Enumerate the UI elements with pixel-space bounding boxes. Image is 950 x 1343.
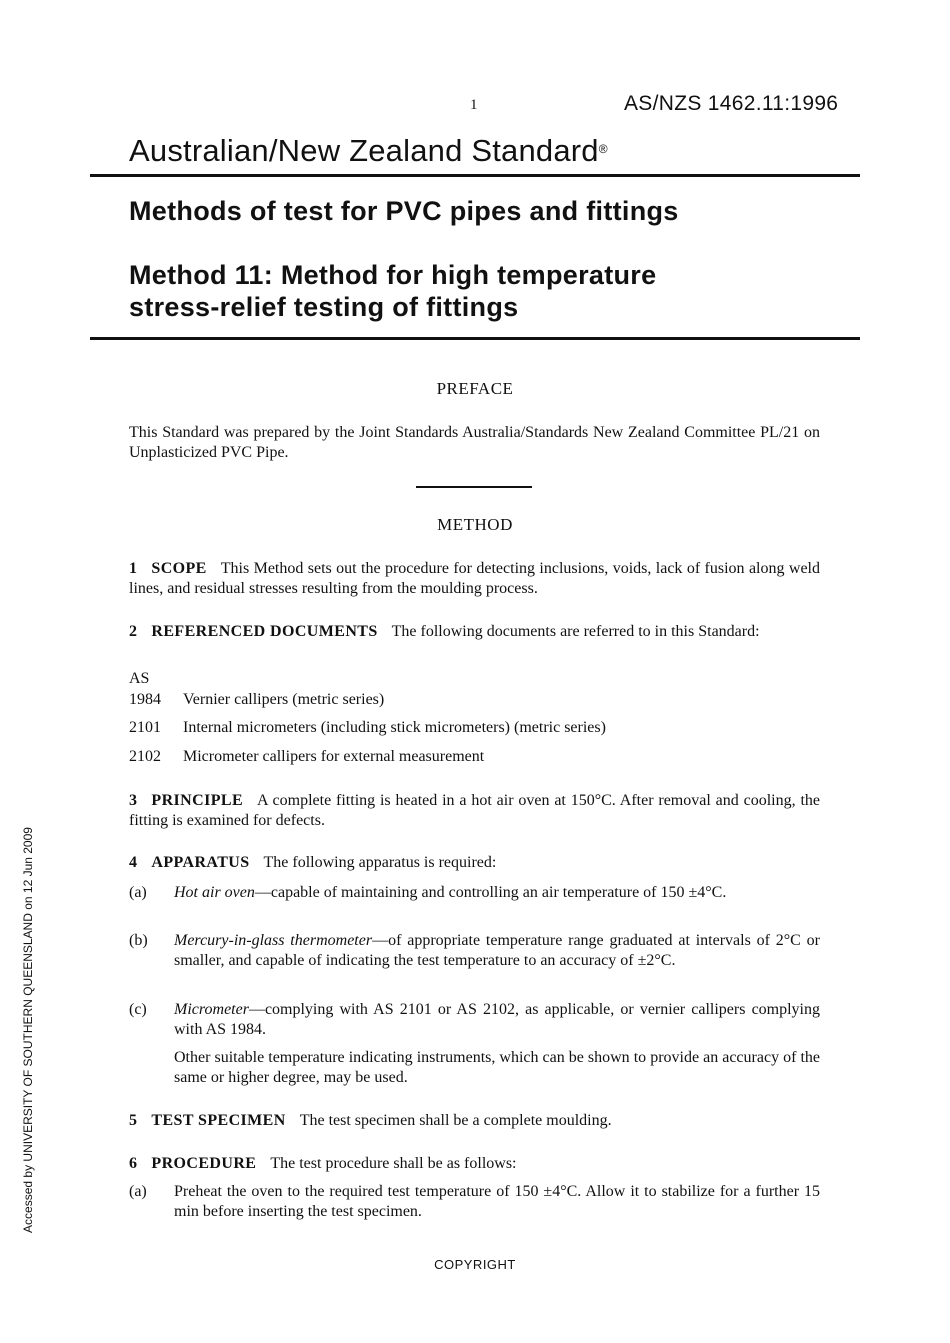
specimen-clause — [129, 1111, 820, 1131]
reference-group-label: AS — [129, 670, 150, 687]
apparatus-number: 4 — [129, 854, 138, 871]
page-number: 1 — [470, 97, 478, 113]
reference-code: 2101 — [129, 719, 161, 736]
reference-item — [129, 719, 606, 737]
item-label: (a) — [129, 884, 147, 901]
reference-item — [129, 691, 384, 709]
specimen-title: TEST SPECIMEN — [151, 1112, 286, 1129]
copyright-footer: COPYRIGHT — [434, 1257, 516, 1272]
scope-number: 1 — [129, 560, 138, 577]
preface-text: This Standard was prepared by the Joint Standards Australia/Standards New Zealand Committee PL/21 on Unplasticized PVC Pipe. — [129, 424, 820, 461]
item-term: Micrometer — [174, 1001, 249, 1018]
principle-title: PRINCIPLE — [151, 792, 244, 809]
item-term: Mercury-in-glass thermometer — [174, 932, 373, 949]
registered-mark: ® — [598, 142, 608, 156]
apparatus-clause — [129, 853, 820, 873]
reference-title: Internal micrometers (including stick micrometers) (metric series) — [183, 719, 606, 736]
reference-title: Vernier callipers (metric series) — [183, 691, 385, 708]
reference-item — [129, 748, 484, 766]
reference-title: Micrometer callipers for external measurement — [183, 748, 485, 765]
scope-clause — [129, 559, 820, 599]
referenced-number: 2 — [129, 623, 138, 640]
item-text: Preheat the oven to the required test temperature of 150 ±4°C. Allow it to stabilize for a further 15 min before inserting the test specimen. — [174, 1183, 820, 1220]
item-label: (b) — [129, 932, 148, 949]
method-heading: METHOD — [437, 515, 513, 534]
item-text: —complying with AS 2101 or AS 2102, as applicable, or vernier callipers complying with AS 1984. — [174, 1001, 820, 1038]
header-rule-top — [90, 174, 860, 177]
apparatus-item-thermometer — [129, 931, 820, 971]
procedure-number: 6 — [129, 1155, 138, 1172]
specimen-text: The test specimen shall be a complete moulding. — [299, 1112, 612, 1129]
apparatus-note — [129, 1048, 820, 1088]
principle-text: A complete fitting is heated in a hot air oven at 150°C. After removal and cooling, the fitting is examined for defects. — [129, 792, 820, 829]
item-text: —of appropriate temperature range graduated at intervals of 2°C or smaller, and capable of indicating the test temperature to an accuracy of ±2°C. — [174, 932, 821, 969]
method-title — [129, 259, 656, 323]
item-label: (a) — [129, 1183, 147, 1200]
item-label: (c) — [129, 1001, 147, 1018]
scope-text: This Method sets out the procedure for detecting inclusions, voids, lack of fusion along weld lines, and residual stresses resulting from the moulding process. — [129, 560, 820, 597]
principle-number: 3 — [129, 792, 138, 809]
referenced-text: The following documents are referred to in this Standard: — [391, 623, 760, 640]
main-title: Methods of test for PVC pipes and fittings — [129, 196, 679, 226]
procedure-item-preheat — [129, 1182, 820, 1222]
procedure-title: PROCEDURE — [151, 1155, 257, 1172]
header-rule-bottom — [90, 337, 860, 340]
section-divider — [416, 486, 532, 488]
reference-code: 2102 — [129, 748, 161, 765]
specimen-number: 5 — [129, 1112, 138, 1129]
brand-title — [129, 133, 608, 169]
principle-clause — [129, 791, 820, 831]
referenced-title: REFERENCED DOCUMENTS — [151, 623, 378, 640]
method-title-line-2: stress-relief testing of fittings — [129, 292, 519, 322]
item-text: —capable of maintaining and controlling an air temperature of 150 ±4°C. — [254, 884, 727, 901]
apparatus-text: The following apparatus is required: — [263, 854, 497, 871]
method-title-line-1: Method 11: Method for high temperature — [129, 260, 657, 290]
preface-heading: PREFACE — [436, 379, 514, 398]
reference-code: 1984 — [129, 691, 161, 708]
apparatus-item-oven — [129, 883, 820, 903]
apparatus-note-text: Other suitable temperature indicating instruments, which can be shown to provide an accuracy of the same or higher degree, may be used. — [174, 1049, 820, 1086]
referenced-clause — [129, 622, 820, 642]
item-term: Hot air oven — [174, 884, 255, 901]
scope-title: SCOPE — [151, 560, 207, 577]
apparatus-title: APPARATUS — [151, 854, 250, 871]
standard-code: AS/NZS 1462.11:1996 — [624, 92, 839, 115]
brand-title-text: Australian/New Zealand Standard — [129, 133, 599, 168]
procedure-text: The test procedure shall be as follows: — [270, 1155, 517, 1172]
access-watermark: Accessed by UNIVERSITY OF SOUTHERN QUEENSLAND on 12 Jun 2009 — [21, 827, 35, 1233]
apparatus-item-micrometer — [129, 1000, 820, 1040]
procedure-clause — [129, 1154, 820, 1174]
